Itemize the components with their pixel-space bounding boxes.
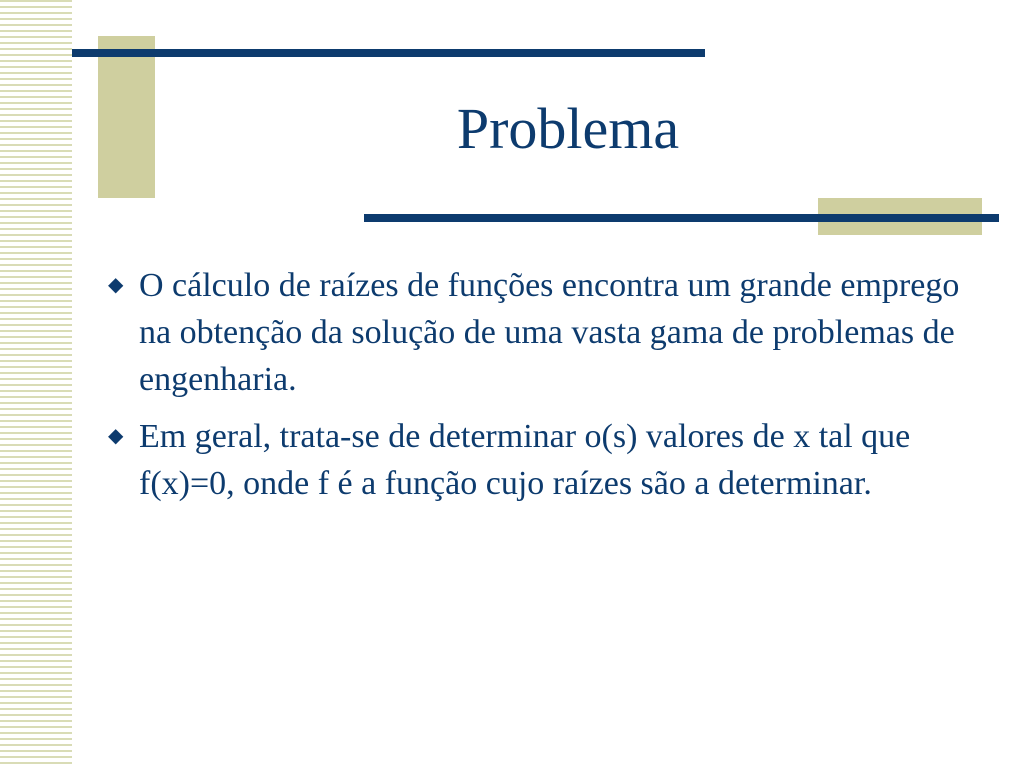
bullet-text: Em geral, trata-se de determinar o(s) valores de x tal que f(x)=0, onde f é a função cujo raízes são a determinar. [139, 418, 911, 502]
bullet-item [108, 413, 978, 507]
accent-block-top [98, 36, 155, 198]
decorative-stripes [0, 0, 72, 768]
bullet-list [108, 262, 978, 517]
diamond-bullet-icon: ◆ [108, 274, 124, 296]
slide-title: Problema [456, 96, 680, 161]
diamond-bullet-icon: ◆ [108, 425, 124, 447]
title-rule-top [72, 49, 705, 57]
bullet-text: O cálculo de raízes de funções encontra um grande emprego na obtenção da solução de uma vasta gama de problemas de engenharia. [139, 267, 960, 398]
title-rule-bottom [364, 214, 999, 222]
bullet-item [108, 262, 978, 403]
